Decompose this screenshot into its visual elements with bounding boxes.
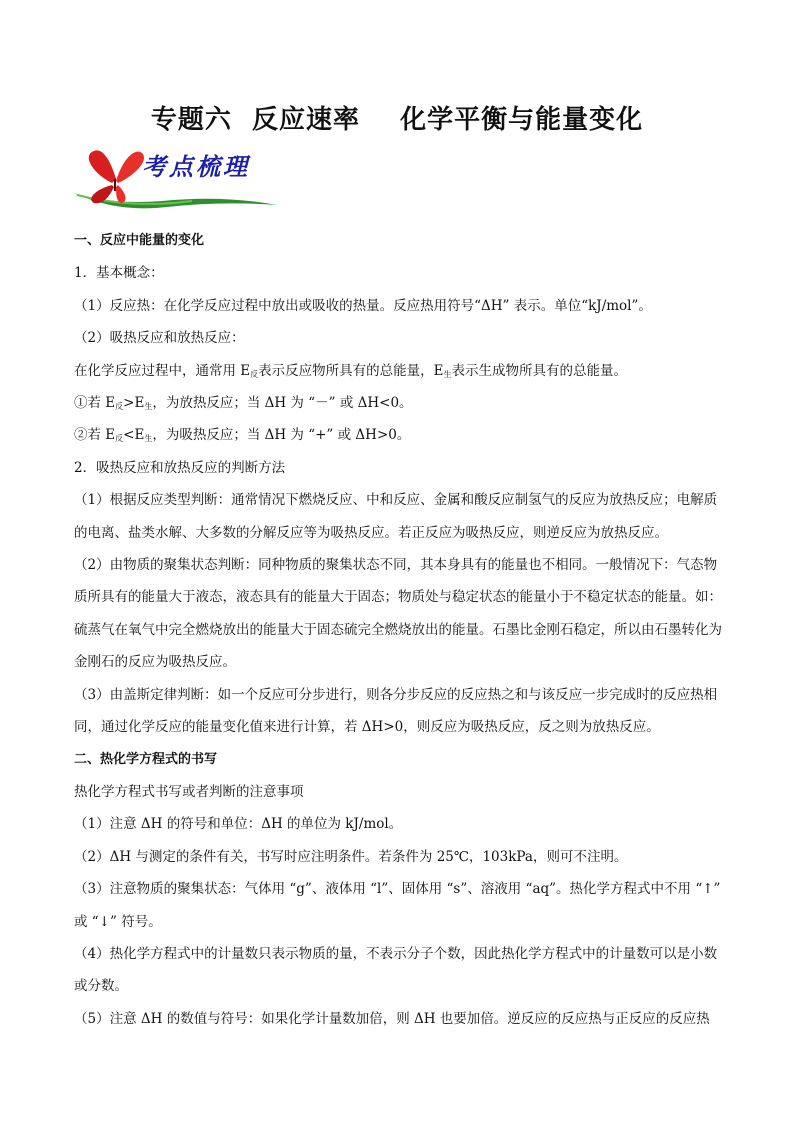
- section-banner: [72, 143, 282, 221]
- paragraph: 1．基本概念：: [74, 265, 164, 282]
- section-heading-2: 二、热化学方程式的书写: [74, 751, 218, 767]
- paragraph: （4）热化学方程式中的计量数只表示物质的量，不表示分子个数，因此热化学方程式中的计量数可以是小数或分数。: [74, 945, 718, 995]
- paragraph: 2．吸热反应和放热反应的判断方法: [74, 459, 286, 476]
- paragraph: （3）由盖斯定律判断：如一个反应可分步进行，则各分步反应的反应热之和与该反应一步完成时的反应热相同，通过化学反应的能量变化值来进行计算，若 ΔH>0，则反应为吸热反应，反之则为放热反应。: [74, 686, 718, 736]
- section-heading-1: 一、反应中能量的变化: [74, 233, 205, 248]
- paragraph: （1）注意 ΔH 的符号和单位：ΔH 的单位为 kJ/mol。: [74, 816, 403, 833]
- paragraph: （1）反应热：在化学反应过程中放出或吸收的热量。反应热用符号“ΔH” 表示。单位“kJ/mol”。: [74, 297, 652, 314]
- banner-label: 考点梳理: [142, 152, 250, 181]
- paragraph: ②若 $E_反<E_生$，为吸热反应；当 ΔH 为 “+” 或 ΔH>0。: [74, 427, 411, 444]
- paragraph: （2）ΔH 与测定的条件有关，书写时应注明条件。若条件为 25℃，103kPa，则可不注明。: [74, 848, 628, 865]
- paragraph: 热化学方程式书写或者判断的注意事项: [74, 783, 304, 800]
- paragraph: （2）由物质的聚集状态判断：同种物质的聚集状态不同，其本身具有的能量也不相同。一般情况下：气态物质所具有的能量大于液态，液态具有的能量大于固态；物质处与稳定状态的能量小于不稳定状态的能量。如：硫蒸气在氧气中完全燃烧放出的能量大于固态硫完全燃烧放出的能量。石墨比金刚石稳定，所以由石墨转化为金刚石的反应为吸热反应。: [74, 557, 722, 671]
- paragraph: （5）注意 ΔH 的数值与符号：如果化学计量数加倍，则 ΔH 也要加倍。逆反应的反应热与正反应的反应热: [74, 1010, 710, 1027]
- paragraph: 在化学反应过程中，通常用 $E_反$表示反应物所具有的总能量，$E_生$表示生成物所具有的总能量。: [74, 362, 628, 379]
- document-body: [74, 225, 724, 1035]
- page-title: 专题六 反应速率 化学平衡与能量变化: [150, 105, 644, 135]
- paragraph: ①若 $E_反>E_生$，为放热反应；当 ΔH 为 “－” 或 ΔH<0。: [74, 395, 413, 412]
- paragraph: （2）吸热反应和放热反应：: [74, 330, 245, 347]
- paragraph: （3）注意物质的聚集状态：气体用 “g”、液体用 “l”、固体用 “s”、溶液用 “aq”。热化学方程式中不用 “↑” 或 “↓” 符号。: [74, 881, 721, 930]
- paragraph: （1）根据反应类型判断：通常情况下燃烧反应、中和反应、金属和酸反应制氢气的反应为放热反应；电解质的电离、盐类水解、大多数的分解反应等为吸热反应。若正反应为吸热反应，则逆反应为放热反应。: [74, 492, 718, 541]
